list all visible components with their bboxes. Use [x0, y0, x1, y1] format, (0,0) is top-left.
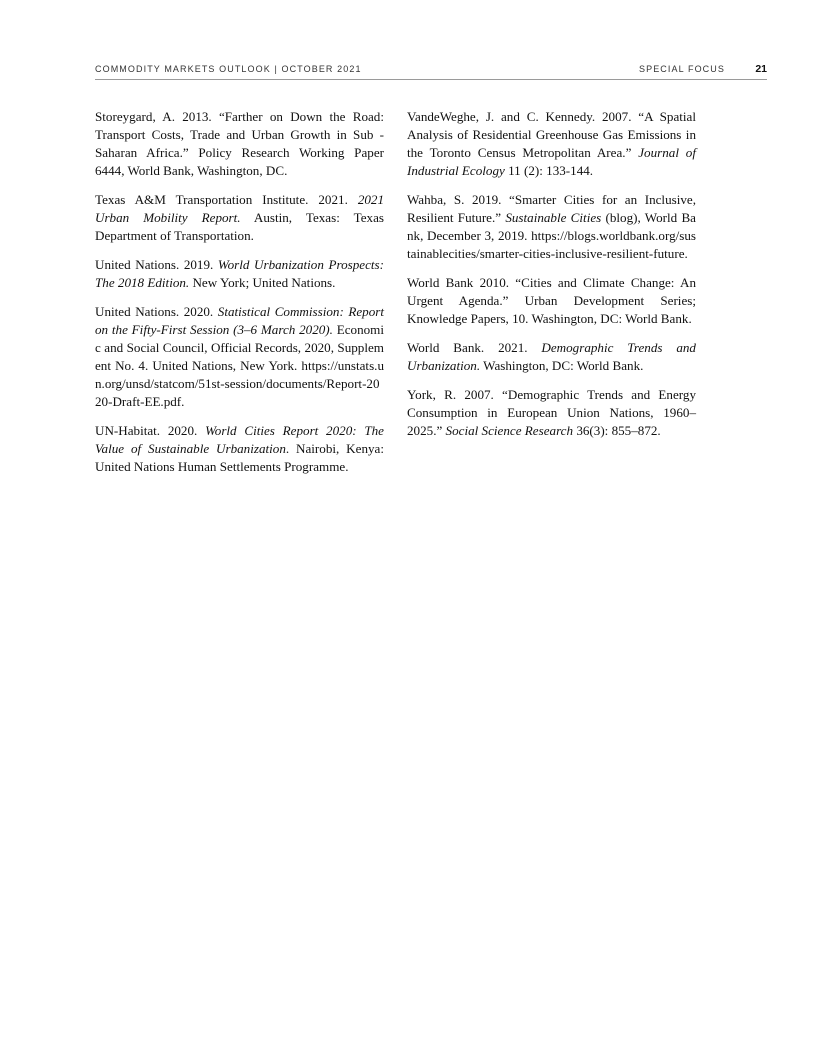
page-number: 21 [755, 63, 767, 75]
reference-entry: VandeWeghe, J. and C. Kennedy. 2007. “A Spatial Analysis of Residential Greenhouse Gas Emissions in the Toronto Census Metropolitan Area.” Journal of Industrial Ecology 11 (2): 133-144. [407, 109, 696, 178]
reference-entry: UN-Habitat. 2020. World Cities Report 2020: The Value of Sustainable Urbanization. Nairobi, Kenya: United Nations Human Settlements Programme. [95, 423, 384, 474]
reference-entry: World Bank. 2021. Demographic Trends and Urbanization. Washington, DC: World Bank. [407, 340, 696, 373]
reference-entry: Wahba, S. 2019. “Smarter Cities for an Inclusive, Resilient Future.” Sustainable Cities (blog), World Bank, December 3, 2019. https://blogs.worldbank.org/sustainablecities/smarter-cities-inclusive-resilient-future. [407, 192, 696, 261]
reference-entry: World Bank 2010. “Cities and Climate Change: An Urgent Agenda.” Urban Development Series; Knowledge Papers, 10. Washington, DC: World Bank. [407, 275, 696, 326]
reference-entry: Storeygard, A. 2013. “Farther on Down the Road: Transport Costs, Trade and Urban Growth in Sub -Saharan Africa.” Policy Research Working Paper 6444, World Bank, Washington, DC. [95, 109, 384, 178]
reference-entry: York, R. 2007. “Demographic Trends and Energy Consumption in European Union Nations, 1960–2025.” Social Science Research 36(3): 855–872. [407, 387, 696, 438]
publication-title: COMMODITY MARKETS OUTLOOK | OCTOBER 2021 [95, 64, 362, 74]
reference-entry: United Nations. 2020. Statistical Commission: Report on the Fifty-First Session (3–6 March 2020). Economic and Social Council, Official Records, 2020, Supplement No. 4. United Nations, New York. https://unstats.un.org/unsd/statcom/51st-session/documents/Report-2020-Draft-EE.pdf. [95, 304, 385, 409]
section-label: SPECIAL FOCUS [639, 64, 725, 74]
reference-entry: United Nations. 2019. World Urbanization Prospects: The 2018 Edition. New York; United Nations. [95, 257, 384, 290]
references-left-column [95, 108, 384, 487]
reference-entry: Texas A&M Transportation Institute. 2021. 2021 Urban Mobility Report. Austin, Texas: Texas Department of Transportation. [95, 192, 384, 243]
page-header [95, 64, 767, 80]
references-right-column [407, 108, 696, 451]
